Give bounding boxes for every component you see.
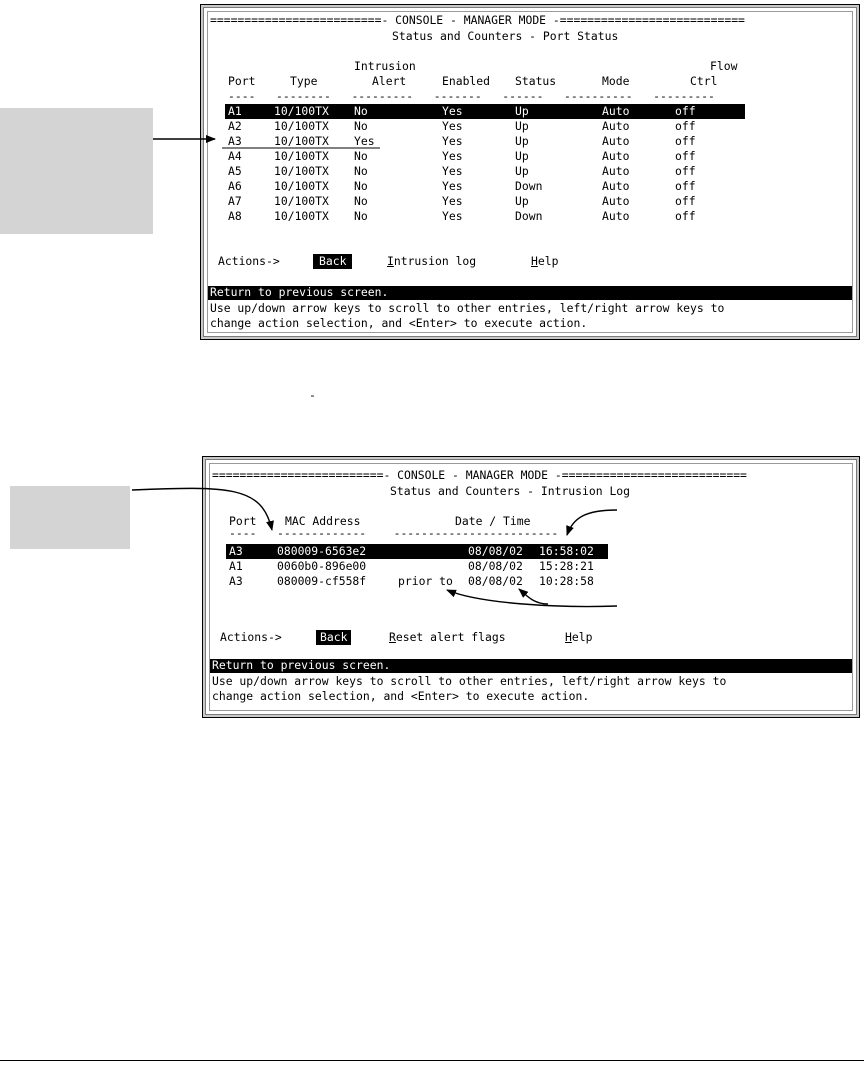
cell-type: 10/100TX <box>274 164 329 178</box>
help-action[interactable]: Help <box>565 630 593 644</box>
cell-time: 10:28:58 <box>539 574 594 588</box>
cell-status: Up <box>515 134 529 148</box>
cell-time: 15:28:21 <box>539 559 594 573</box>
cell-flow: off <box>675 194 696 208</box>
header-status: Status <box>515 74 557 88</box>
cell-mode: Auto <box>602 149 630 163</box>
cell-status: Down <box>515 179 543 193</box>
back-action[interactable]: Back <box>313 254 352 269</box>
actions-label: Actions-> <box>218 254 280 268</box>
cell-flow: off <box>675 149 696 163</box>
cell-type: 10/100TX <box>274 119 329 133</box>
cell-port: A1 <box>229 559 243 573</box>
header-dashes: ---- -------- --------- ------- ------ ---------- --------- <box>228 89 715 103</box>
cell-mode: Auto <box>602 104 630 118</box>
cell-status: Up <box>515 119 529 133</box>
cell-mode: Auto <box>602 179 630 193</box>
cell-flow: off <box>675 164 696 178</box>
cell-mac: 080009-cf558f <box>277 574 367 588</box>
cell-alert: No <box>354 209 368 223</box>
cell-alert: No <box>354 104 368 118</box>
cell-flow: off <box>675 119 696 133</box>
cell-port: A3 <box>229 544 243 558</box>
cell-status: Up <box>515 149 529 163</box>
cell-enabled: Yes <box>442 119 463 133</box>
arrow-to-mac-address <box>132 488 272 530</box>
header-flow: Flow <box>710 59 738 73</box>
screen-title: Status and Counters - Intrusion Log <box>390 484 631 498</box>
reset-alert-flags-action[interactable]: Reset alert flags <box>389 630 506 644</box>
cell-enabled: Yes <box>442 149 463 163</box>
cell-enabled: Yes <box>442 134 463 148</box>
cell-flow: off <box>675 134 696 148</box>
header-alert: Alert <box>372 74 407 88</box>
cell-flow: off <box>675 104 696 118</box>
header-date-time: Date / Time <box>455 514 531 528</box>
arrow-to-prior-to <box>447 590 617 606</box>
header-mode: Mode <box>602 74 630 88</box>
cell-type: 10/100TX <box>274 209 329 223</box>
cell-port: A5 <box>228 164 242 178</box>
cell-status: Up <box>515 164 529 178</box>
cell-enabled: Yes <box>442 194 463 208</box>
header-type: Type <box>290 74 318 88</box>
cell-enabled: Yes <box>442 209 463 223</box>
cell-type: 10/100TX <box>274 104 329 118</box>
cell-enabled: Yes <box>442 164 463 178</box>
intrusion-log-action[interactable]: Intrusion log <box>387 254 477 268</box>
cell-port: A3 <box>228 134 242 148</box>
help-line-1: Use up/down arrow keys to scroll to other entries, left/right arrow keys to <box>212 674 727 688</box>
header-dashes: ---- ------------- ------------------------ <box>229 526 559 540</box>
cell-mac: 080009-6563e2 <box>277 544 367 558</box>
help-action[interactable]: Help <box>531 254 559 268</box>
cell-alert: No <box>354 179 368 193</box>
cell-date: 08/08/02 <box>468 559 523 573</box>
cell-mac: 0060b0-896e00 <box>277 559 367 573</box>
cell-port: A6 <box>228 179 242 193</box>
help-line-1: Use up/down arrow keys to scroll to other entries, left/right arrow keys to <box>210 301 725 315</box>
cell-alert: Yes <box>354 134 375 148</box>
header-enabled: Enabled <box>442 74 491 88</box>
cell-alert: No <box>354 149 368 163</box>
cell-date: 08/08/02 <box>468 574 523 588</box>
cell-status: Up <box>515 104 529 118</box>
cell-flow: off <box>675 179 696 193</box>
actions-label: Actions-> <box>220 630 282 644</box>
cell-mode: Auto <box>602 119 630 133</box>
cell-port: A8 <box>228 209 242 223</box>
cell-type: 10/100TX <box>274 134 329 148</box>
cell-mode: Auto <box>602 194 630 208</box>
cell-mode: Auto <box>602 209 630 223</box>
status-bar-text: Return to previous screen. <box>210 285 389 299</box>
arrow-to-date-time <box>567 510 617 535</box>
cell-port: A7 <box>228 194 242 208</box>
help-line-2: change action selection, and <Enter> to execute action. <box>212 689 590 703</box>
cell-mode: Auto <box>602 164 630 178</box>
cell-prefix: prior to <box>398 574 453 588</box>
cell-alert: No <box>354 194 368 208</box>
cell-port: A1 <box>228 104 242 118</box>
header-intrusion: Intrusion <box>354 59 416 73</box>
cell-mode: Auto <box>602 134 630 148</box>
banner: =========================- CONSOLE - MANAGER MODE -=========================== <box>210 13 745 27</box>
cell-type: 10/100TX <box>274 149 329 163</box>
cell-flow: off <box>675 209 696 223</box>
cell-status: Down <box>515 209 543 223</box>
arrow-to-prior-date <box>519 589 548 604</box>
cell-enabled: Yes <box>442 104 463 118</box>
cell-date: 08/08/02 <box>468 544 523 558</box>
cell-type: 10/100TX <box>274 179 329 193</box>
cell-alert: No <box>354 119 368 133</box>
screen-title: Status and Counters - Port Status <box>392 29 619 43</box>
header-port: Port <box>229 514 257 528</box>
header-ctrl: Ctrl <box>690 74 718 88</box>
cell-port: A2 <box>228 119 242 133</box>
banner: =========================- CONSOLE - MANAGER MODE -=========================== <box>212 468 747 482</box>
help-line-2: change action selection, and <Enter> to execute action. <box>210 316 588 330</box>
cell-port: A4 <box>228 149 242 163</box>
cell-time: 16:58:02 <box>539 544 594 558</box>
header-port: Port <box>228 74 256 88</box>
page-footer-rule <box>0 1060 864 1061</box>
header-mac-address: MAC Address <box>285 514 361 528</box>
cell-status: Up <box>515 194 529 208</box>
cell-enabled: Yes <box>442 179 463 193</box>
cell-type: 10/100TX <box>274 194 329 208</box>
cell-port: A3 <box>229 574 243 588</box>
cell-alert: No <box>354 164 368 178</box>
back-action[interactable]: Back <box>316 630 351 645</box>
stray-mark: - <box>309 388 316 402</box>
status-bar-text: Return to previous screen. <box>212 658 391 672</box>
